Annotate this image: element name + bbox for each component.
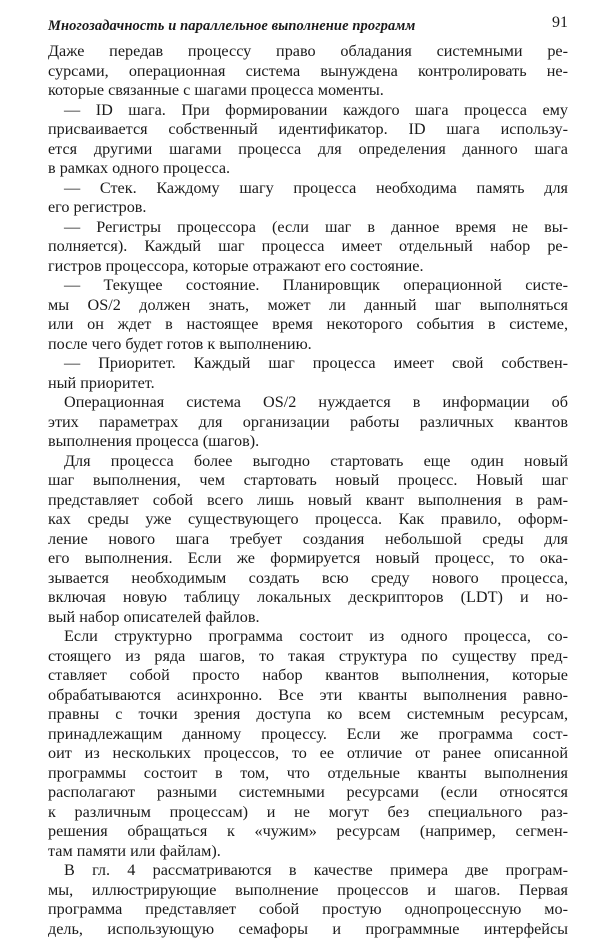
- text-line: или он ждет в настоящее время некоторого события в системе,: [48, 315, 568, 335]
- text-line: в рамках одного процесса.: [48, 159, 568, 179]
- text-line: представляет собой всего лишь новый квант выполнения в рам-: [48, 491, 568, 511]
- text-line: располагают разными системными ресурсами (если относятся: [48, 783, 568, 803]
- text-line: его регистров.: [48, 198, 568, 218]
- text-line: вый набор описателей файлов.: [48, 608, 568, 628]
- text-line: шаг выполнения, чем стартовать новый процесс. Новый шаг: [48, 471, 568, 491]
- text-line: выполнения процесса (шагов).: [48, 432, 568, 452]
- text-line: его выполнения. Если же формируется новый процесс, то ока-: [48, 549, 568, 569]
- text-line: ставляет собой просто набор квантов выполнения, которые: [48, 666, 568, 686]
- text-line: — Текущее состояние. Планировщик операционной систе-: [48, 276, 568, 296]
- text-line: принадлежащим данному процессу. Если же программа сост-: [48, 725, 568, 745]
- text-line: после чего будет готов к выполнению.: [48, 335, 568, 355]
- text-line: правны с точки зрения доступа ко всем системным ресурсам,: [48, 705, 568, 725]
- text-line: присваивается собственный идентификатор. ID шага использу-: [48, 120, 568, 140]
- text-line: включая новую таблицу локальных дескрипторов (LDT) и но-: [48, 588, 568, 608]
- text-line: программы состоит в том, что отдельные кванты выполнения: [48, 764, 568, 784]
- text-line: ется другими шагами процесса для определения данного шага: [48, 140, 568, 160]
- text-line: Операционная система OS/2 нуждается в информации об: [48, 393, 568, 413]
- text-line: ках среды уже существующего процесса. Как правило, оформ-: [48, 510, 568, 530]
- text-line: которые связанные с шагами процесса моменты.: [48, 81, 568, 101]
- text-line: стоящего из ряда шагов, то такая структура по существу пред-: [48, 647, 568, 667]
- body-text: [48, 42, 568, 939]
- text-line: мы OS/2 должен знать, может ли данный шаг выполняться: [48, 296, 568, 316]
- text-line: — Приоритет. Каждый шаг процесса имеет свой собствен-: [48, 354, 568, 374]
- text-line: ный приоритет.: [48, 374, 568, 394]
- text-line: обрабатываются асинхронно. Все эти кванты выполнения равно-: [48, 686, 568, 706]
- text-line: программа представляет собой простую однопроцессную мо-: [48, 900, 568, 920]
- text-line: — Регистры процессора (если шаг в данное время не вы-: [48, 218, 568, 238]
- text-line: к различным процессам) и не могут без специального раз-: [48, 803, 568, 823]
- running-head: [48, 14, 568, 38]
- text-line: оит из нескольких процессов, то ее отличие от ранее описанной: [48, 744, 568, 764]
- text-line: этих параметрах для организации работы различных квантов: [48, 413, 568, 433]
- text-line: Если структурно программа состоит из одного процесса, со-: [48, 627, 568, 647]
- text-line: мы, иллюстрирующие выполнение процессов и шагов. Первая: [48, 881, 568, 901]
- text-line: ление нового шага требует создания небольшой среды для: [48, 530, 568, 550]
- text-line: зывается необходимым создать всю среду нового процесса,: [48, 569, 568, 589]
- text-line: В гл. 4 рассматриваются в качестве примера две програм-: [48, 861, 568, 881]
- running-title: Многозадачность и параллельное выполнение программ: [48, 18, 415, 35]
- text-line: там памяти или файлам).: [48, 842, 568, 862]
- text-line: гистров процессора, которые отражают его состояние.: [48, 257, 568, 277]
- text-line: Даже передав процессу право обладания системными ре-: [48, 42, 568, 62]
- text-line: — Стек. Каждому шагу процесса необходима память для: [48, 179, 568, 199]
- text-line: — ID шага. При формировании каждого шага процесса ему: [48, 101, 568, 121]
- text-line: полняется). Каждый шаг процесса имеет отдельный набор ре-: [48, 237, 568, 257]
- text-line: Для процесса более выгодно стартовать еще один новый: [48, 452, 568, 472]
- text-line: сурсами, операционная система вынуждена контролировать не-: [48, 62, 568, 82]
- text-line: решения обращаться к «чужим» ресурсам (например, сегмен-: [48, 822, 568, 842]
- text-line: дель, использующую семафоры и программные интерфейсы: [48, 920, 568, 939]
- page-number: 91: [552, 14, 568, 32]
